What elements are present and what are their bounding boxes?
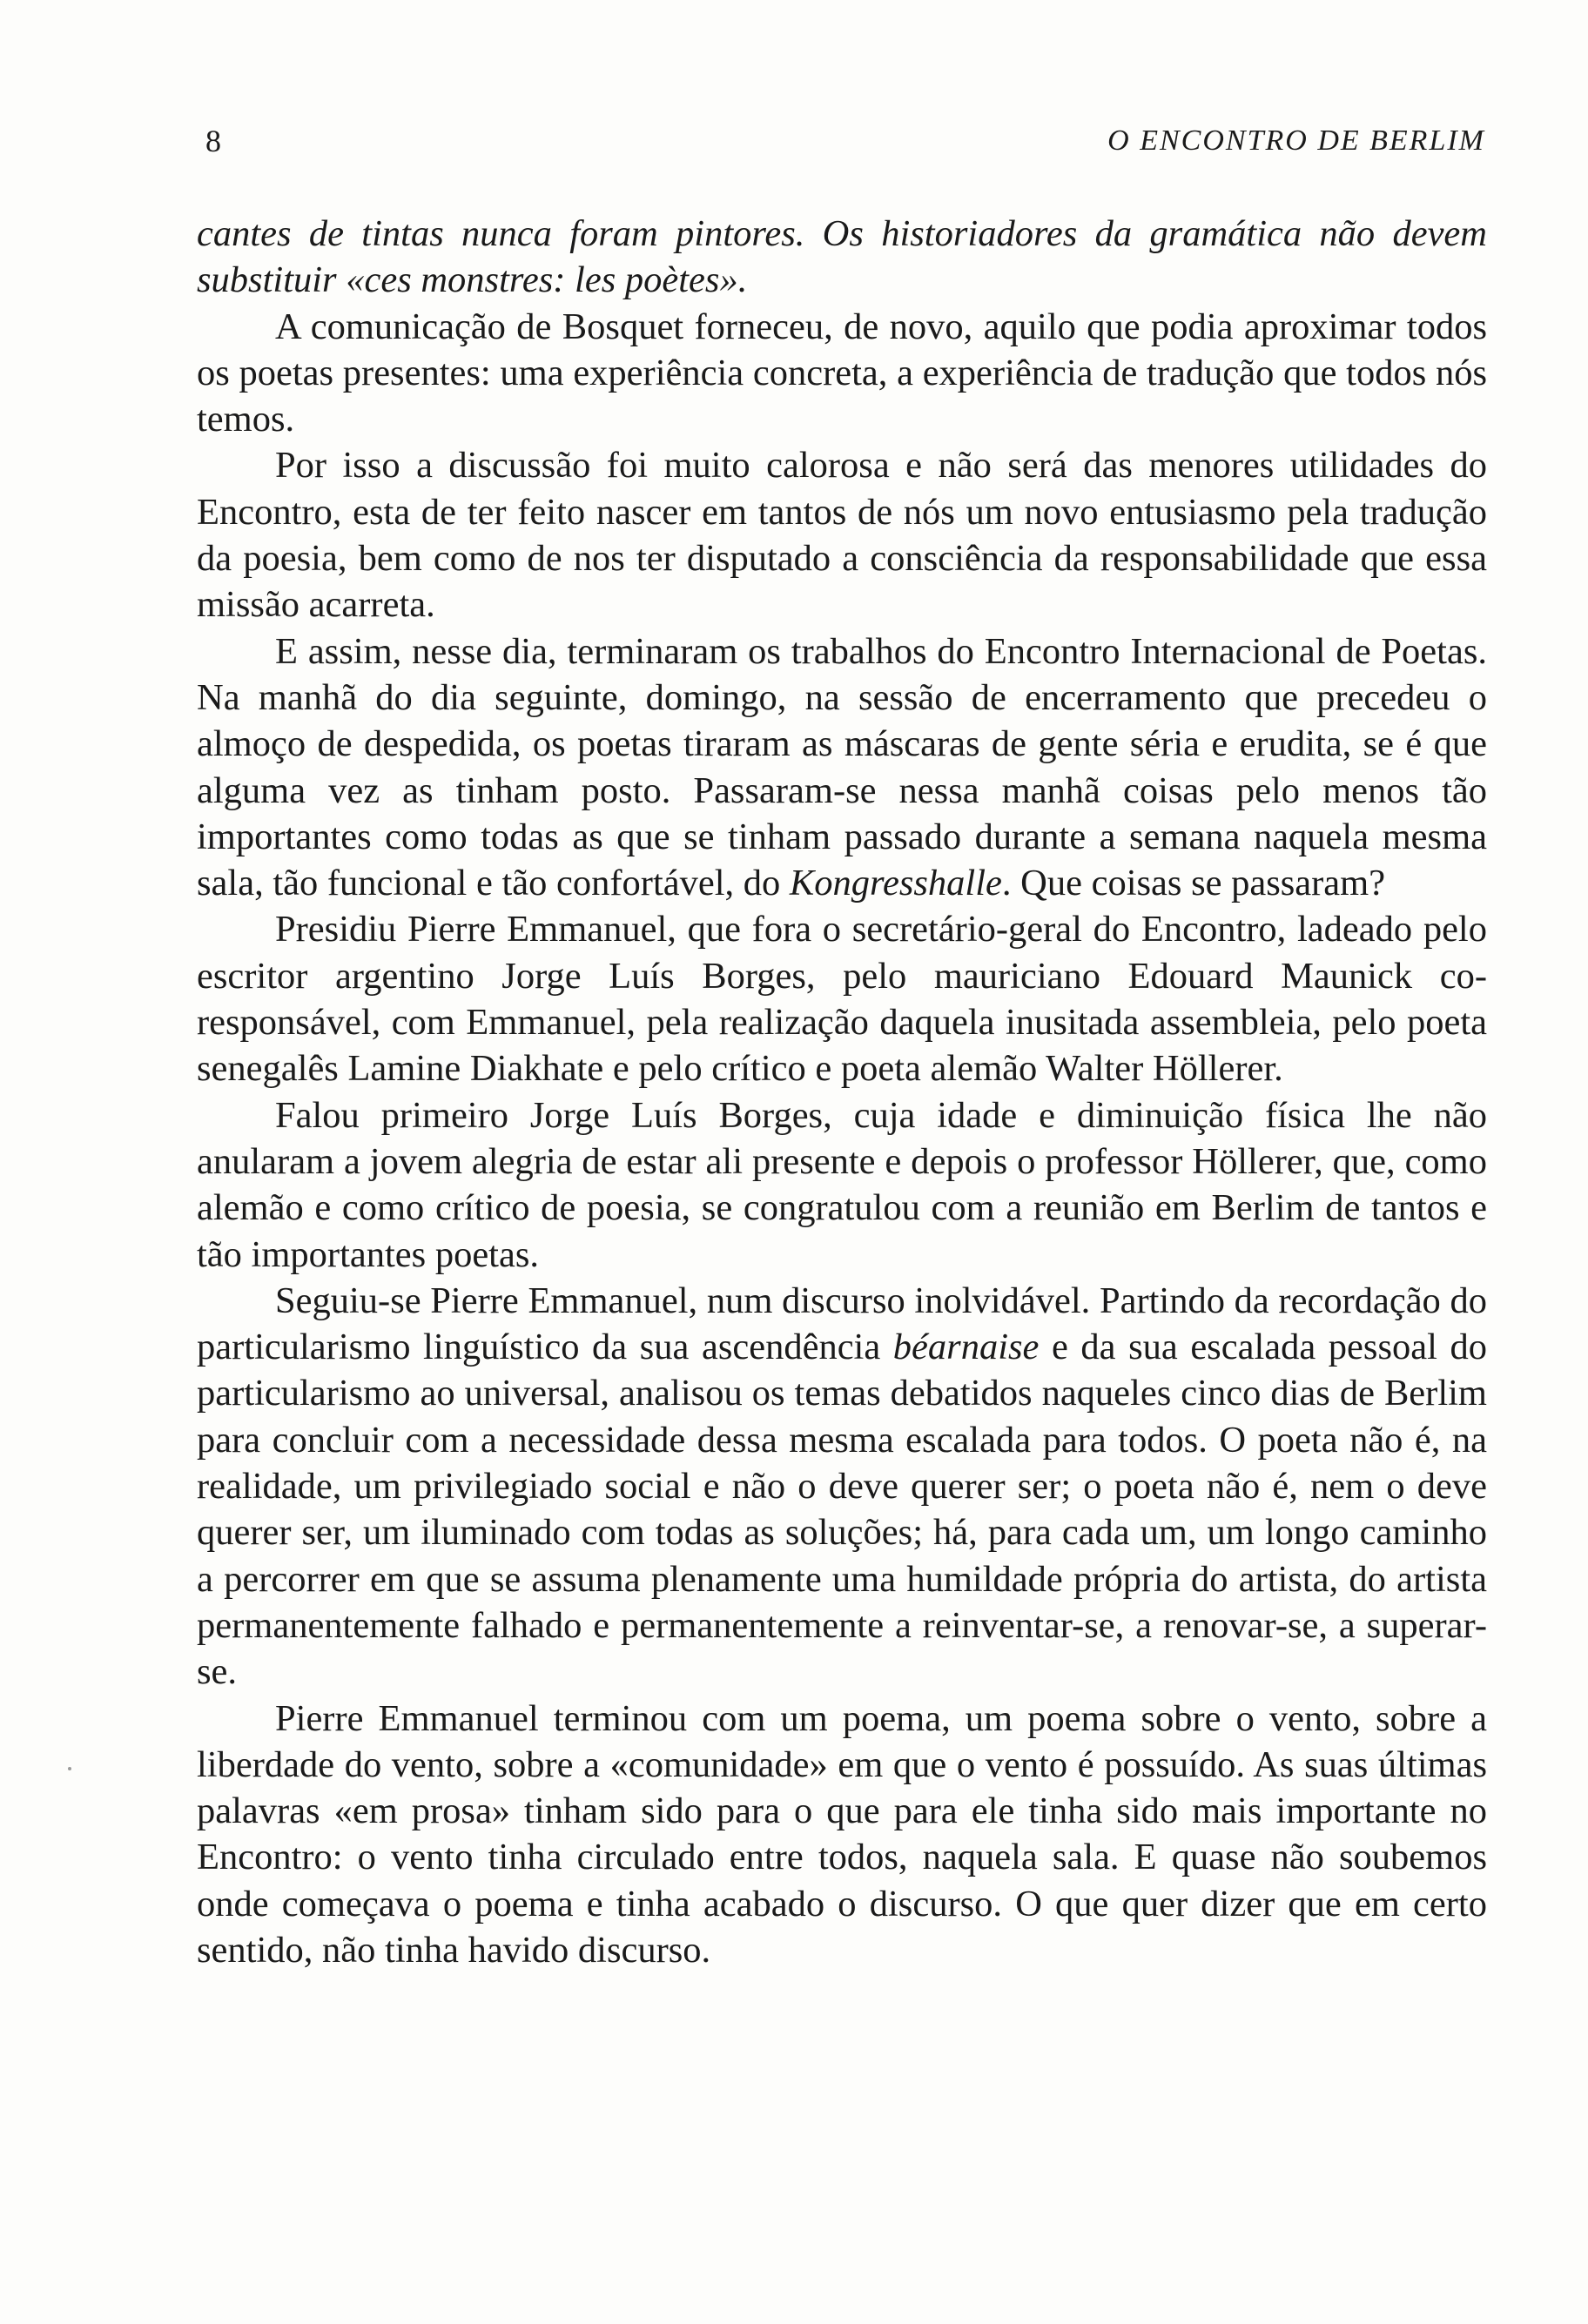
text-run: Seguiu-se Pierre Emmanuel, num discurso inolvidável. Partindo da recordação do particularismo linguístico da sua ascendência [197,1280,1487,1368]
italic-text: béarnaise [892,1327,1040,1368]
text-run: . Que coisas se passaram? [1001,863,1386,904]
text-run: A comunicação de Bosquet forneceu, de novo, aquilo que podia aproximar todos os poetas presentes: uma experiência concreta, a experiência de tradução que todos nós temos. [197,306,1487,440]
paragraph [197,442,1487,628]
italic-text: Kongresshalle [789,863,1002,904]
paragraph [197,304,1487,443]
body-text [197,211,1487,1973]
paragraph [197,1278,1487,1696]
italic-text: cantes de tintas nunca foram pintores. Os historiadores da gramática não devem substituir «ces monstres: les poètes». [197,213,1487,301]
text-run: Falou primeiro Jorge Luís Borges, cuja idade e diminuição física lhe não anularam a jovem alegria de estar ali presente e depois o professor Höllerer, que, como alemão e como crítico de poesia, se congratulou com a reunião em Berlim de tantos e tão importantes poetas. [197,1094,1487,1275]
text-run: Presidiu Pierre Emmanuel, que fora o secretário-geral do Encontro, ladeado pelo escritor argentino Jorge Luís Borges, pelo mauriciano Edouard Maunick co-responsável, com Emmanuel, pela realização daquela inusitada assembleia, pelo poeta senegalês Lamine Diakhate e pelo crítico e poeta alemão Walter Höllerer. [197,909,1487,1090]
page-number: 8 [205,124,221,158]
text-run: E assim, nesse dia, terminaram os trabalhos do Encontro Internacional de Poetas. Na manhã do dia seguinte, domingo, na sessão de encerramento que precedeu o almoço de despedida, os poetas tiraram as máscaras de gente séria e erudita, se é que alguma vez as tinham posto. Passaram-se nessa manhã coisas pelo menos tão importantes como todas as que se tinham passado durante a semana naquela mesma sala, tão funcional e tão confortável, do [197,630,1487,904]
margin-speck [68,1767,71,1770]
paragraph [197,1092,1487,1278]
paragraph [197,906,1487,1091]
paragraph [197,628,1487,907]
text-run: Por isso a discussão foi muito calorosa e não será das menores utilidades do Encontro, esta de ter feito nascer em tantos de nós um novo entusiasmo pela tradução da poesia, bem como de nos ter disputado a consciência da responsabilidade que essa missão acarreta. [197,445,1487,626]
text-run: Pierre Emmanuel terminou com um poema, um poema sobre o vento, sobre a liberdade do vento, sobre a «comunidade» em que o vento é possuído. As suas últimas palavras «em prosa» tinham sido para o que para ele tinha sido mais importante no Encontro: o vento tinha circulado entre todos, naquela sala. E quase não soubemos onde começava o poema e tinha acabado o discurso. O que quer dizer que em certo sentido, não tinha havido discurso. [197,1697,1487,1971]
page-header [205,124,1485,167]
paragraph [197,211,1487,304]
running-title: O ENCONTRO DE BERLIM [1107,124,1485,157]
paragraph [197,1696,1487,1974]
text-run: e da sua escalada pessoal do particularismo ao universal, analisou os temas debatidos naqueles cinco dias de Berlim para concluir com a necessidade dessa mesma escalada para todos. O poeta não é, na realidade, um privilegiado social e não o deve querer ser; o poeta não é, nem o deve querer ser, um iluminado com todas as soluções; há, para cada um, um longo caminho a percorrer em que se assuma plenamente uma humildade própria do artista, do artista permanentemente falhado e permanentemente a reinventar-se, a renovar-se, a superar-se. [197,1327,1487,1693]
